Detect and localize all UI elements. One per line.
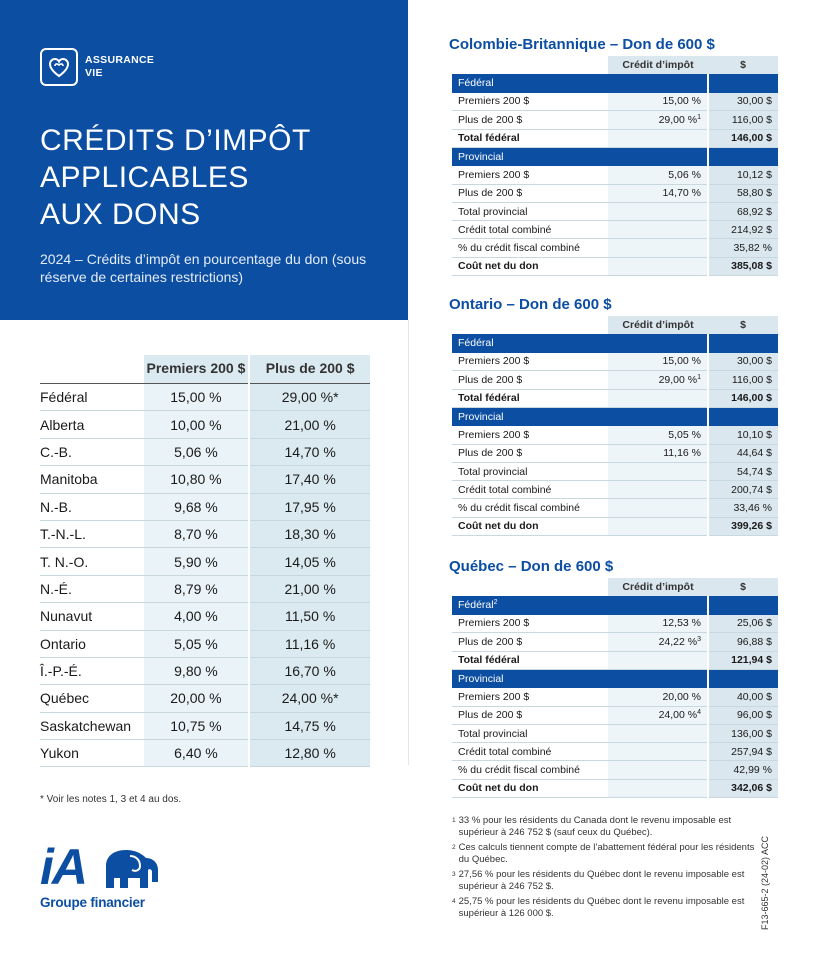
row-label: Fédéral: [452, 334, 608, 352]
row-label: Total fédéral: [452, 389, 608, 407]
row-label: Plus de 200 $: [452, 184, 608, 202]
row-label: Coût net du don: [452, 257, 608, 275]
rate-first: 5,05 %: [144, 630, 250, 657]
rate-over: 12,80 %: [249, 740, 370, 767]
row-label: Coût net du don: [452, 779, 608, 797]
row-label: Total fédéral: [452, 651, 608, 669]
table-row: [40, 603, 370, 630]
prov: Saskatchewan: [40, 712, 144, 739]
dollar-amount: 10,10 $: [708, 426, 778, 444]
table-row: [452, 743, 778, 761]
section-band: [452, 669, 778, 687]
row-label: Plus de 200 $: [452, 444, 608, 462]
table-row: [452, 353, 778, 371]
section-band: [452, 596, 778, 614]
table-header: [452, 56, 778, 74]
rate-first: 10,80 %: [144, 466, 250, 493]
credit-rate: [608, 202, 708, 220]
credit-rate: [608, 743, 708, 761]
dollar-amount: 54,74 $: [708, 462, 778, 480]
credit-rate: [608, 481, 708, 499]
prov: T. N.-O.: [40, 548, 144, 575]
credit-rate: [608, 221, 708, 239]
dollar-amount: 42,99 %: [708, 761, 778, 779]
dollar-amount: 200,74 $: [708, 481, 778, 499]
credit-rate: [608, 462, 708, 480]
elephant-icon: [100, 848, 160, 890]
section-title-bc: Colombie-Britannique – Don de 600 $: [449, 36, 715, 53]
credit-rate: [608, 517, 708, 535]
credit-rate: 5,05 %: [608, 426, 708, 444]
table-header: [452, 578, 778, 596]
table-row: [452, 688, 778, 706]
credit-rate: [608, 407, 708, 425]
row-label: Total fédéral: [452, 129, 608, 147]
row-label: Crédit total combiné: [452, 743, 608, 761]
rate-first: 15,00 %: [144, 384, 250, 411]
dollar-amount: [708, 596, 778, 614]
table-row: [40, 712, 370, 739]
prov: N.-É.: [40, 575, 144, 602]
row-label: Plus de 200 $: [452, 706, 608, 724]
table-row: [452, 202, 778, 220]
col-header-credit: Crédit d’impôt: [608, 316, 708, 334]
table-row: [452, 389, 778, 407]
col-header-credit: Crédit d’impôt: [608, 56, 708, 74]
dollar-amount: 146,00 $: [708, 129, 778, 147]
rate-over: 17,40 %: [249, 466, 370, 493]
table-row: [452, 166, 778, 184]
dollar-amount: 342,06 $: [708, 779, 778, 797]
gift-table-ontario: [452, 316, 778, 536]
col-header-over: Plus de 200 $: [249, 355, 370, 384]
credit-rate: [608, 779, 708, 797]
row-label: Premiers 200 $: [452, 166, 608, 184]
row-label: Provincial: [452, 407, 608, 425]
prov: Nunavut: [40, 603, 144, 630]
table-row: [40, 466, 370, 493]
dollar-amount: 96,88 $: [708, 633, 778, 651]
table-row: [40, 630, 370, 657]
dollar-amount: 10,12 $: [708, 166, 778, 184]
prov: Québec: [40, 685, 144, 712]
rate-over: 21,00 %: [249, 411, 370, 438]
dollar-amount: [708, 334, 778, 352]
col-header-dollar: $: [708, 56, 778, 74]
dollar-amount: [708, 407, 778, 425]
rate-first: 4,00 %: [144, 603, 250, 630]
table-row: [40, 575, 370, 602]
row-label: Plus de 200 $: [452, 371, 608, 389]
row-label: % du crédit fiscal combiné: [452, 499, 608, 517]
table-row: [452, 615, 778, 633]
table-row: [452, 724, 778, 742]
table-row: [452, 517, 778, 535]
row-label: Plus de 200 $: [452, 633, 608, 651]
rate-over: 21,00 %: [249, 575, 370, 602]
row-label: Crédit total combiné: [452, 481, 608, 499]
dollar-amount: 35,82 %: [708, 239, 778, 257]
dollar-amount: 44,64 $: [708, 444, 778, 462]
section-band: [452, 74, 778, 92]
table-row: [452, 462, 778, 480]
table-row: [452, 444, 778, 462]
footnote-ref: 3: [697, 636, 701, 644]
heart-logo-icon: [40, 48, 78, 86]
section-band: [452, 147, 778, 165]
footnote-ref: 2: [493, 599, 498, 607]
row-label: Plus de 200 $: [452, 111, 608, 129]
rate-over: 11,50 %: [249, 603, 370, 630]
row-label: Total provincial: [452, 462, 608, 480]
rate-over: 11,16 %: [249, 630, 370, 657]
prov: Manitoba: [40, 466, 144, 493]
rate-over: 18,30 %: [249, 520, 370, 547]
credit-rate: 15,00 %: [608, 353, 708, 371]
credit-rate: 14,70 %: [608, 184, 708, 202]
rate-first: 9,80 %: [144, 657, 250, 684]
page-title: CRÉDITS D’IMPÔT APPLICABLES AUX DONS: [40, 124, 311, 231]
rate-first: 20,00 %: [144, 685, 250, 712]
credit-rate: [608, 74, 708, 92]
table-row: [452, 426, 778, 444]
credit-rate: 5,06 %: [608, 166, 708, 184]
prov: Yukon: [40, 740, 144, 767]
dollar-amount: [708, 669, 778, 687]
dollar-amount: 33,46 %: [708, 499, 778, 517]
table-row: [452, 221, 778, 239]
footnote-2: $^2$ Ces calculs tiennent compte de l’abattement fédéral pour les résidents du Québec.: [452, 842, 755, 865]
table-row: [452, 779, 778, 797]
dollar-amount: 257,94 $: [708, 743, 778, 761]
prov: C.-B.: [40, 438, 144, 465]
credit-rate: [608, 596, 708, 614]
footnote-ref: 1: [697, 114, 701, 122]
prov: Î.-P.-É.: [40, 657, 144, 684]
table-row: [40, 740, 370, 767]
row-label: % du crédit fiscal combiné: [452, 761, 608, 779]
rate-over: 17,95 %: [249, 493, 370, 520]
row-label: Fédéral: [452, 74, 608, 92]
credit-rate: 11,16 %: [608, 444, 708, 462]
header-panel: [0, 0, 408, 320]
rate-first: 8,70 %: [144, 520, 250, 547]
prov: Ontario: [40, 630, 144, 657]
table-row: [40, 657, 370, 684]
row-label: Fédéral$^2$: [452, 596, 608, 614]
dollar-amount: 385,08 $: [708, 257, 778, 275]
credit-rate: 24,00 %$^4$: [608, 706, 708, 724]
company-name: Groupe financier: [40, 895, 145, 910]
rate-first: 5,90 %: [144, 548, 250, 575]
footnote-ref: 1: [697, 374, 701, 382]
table-row: [40, 493, 370, 520]
rate-over: 14,05 %: [249, 548, 370, 575]
row-label: Provincial: [452, 669, 608, 687]
credit-rate: [608, 761, 708, 779]
rate-first: 9,68 %: [144, 493, 250, 520]
table-row: [452, 239, 778, 257]
credit-rate: 24,22 %$^3$: [608, 633, 708, 651]
col-header-credit: Crédit d’impôt: [608, 578, 708, 596]
table-row: [452, 129, 778, 147]
table-row: [40, 384, 370, 411]
prov: T.-N.-L.: [40, 520, 144, 547]
rate-first: 10,00 %: [144, 411, 250, 438]
section-band: [452, 407, 778, 425]
section-title-quebec: Québec – Don de 600 $: [449, 558, 614, 575]
credit-rate: 20,00 %: [608, 688, 708, 706]
credit-rate: [608, 669, 708, 687]
dollar-amount: 40,00 $: [708, 688, 778, 706]
section-band: [452, 334, 778, 352]
rate-over: 29,00 %*: [249, 384, 370, 411]
credit-rate: 15,00 %: [608, 93, 708, 111]
prov: Fédéral: [40, 384, 144, 411]
gift-table-bc: [452, 56, 778, 276]
dollar-amount: 116,00 $: [708, 371, 778, 389]
table-row: [452, 184, 778, 202]
gift-table-quebec: [452, 578, 778, 798]
table-row: [452, 111, 778, 129]
column-divider: [408, 320, 409, 765]
dollar-amount: 121,94 $: [708, 651, 778, 669]
row-label: Coût net du don: [452, 517, 608, 535]
row-label: Premiers 200 $: [452, 426, 608, 444]
dollar-amount: 96,00 $: [708, 706, 778, 724]
credit-rate: 12,53 %: [608, 615, 708, 633]
table-row: [452, 633, 778, 651]
table-row: [452, 706, 778, 724]
form-code: F13-665-2 (24-02) ACC: [760, 835, 770, 930]
row-label: Premiers 200 $: [452, 615, 608, 633]
dollar-amount: 399,26 $: [708, 517, 778, 535]
row-label: Premiers 200 $: [452, 688, 608, 706]
rate-over: 24,00 %*: [249, 685, 370, 712]
table-row: [40, 548, 370, 575]
dollar-amount: 30,00 $: [708, 353, 778, 371]
col-header-first: Premiers 200 $: [144, 355, 250, 384]
table-row: [40, 685, 370, 712]
table-row: [452, 481, 778, 499]
dollar-amount: [708, 147, 778, 165]
dollar-amount: 214,92 $: [708, 221, 778, 239]
dollar-amount: 116,00 $: [708, 111, 778, 129]
brand-label: ASSURANCE VIE: [85, 54, 155, 79]
table-row: [452, 651, 778, 669]
rate-first: 6,40 %: [144, 740, 250, 767]
rate-first: 5,06 %: [144, 438, 250, 465]
dollar-amount: 68,92 $: [708, 202, 778, 220]
row-label: Premiers 200 $: [452, 353, 608, 371]
rates-table: [40, 355, 370, 767]
row-label: Premiers 200 $: [452, 93, 608, 111]
prov: N.-B.: [40, 493, 144, 520]
row-label: Total provincial: [452, 724, 608, 742]
table-header: [452, 316, 778, 334]
table-row: [452, 761, 778, 779]
dollar-amount: 25,06 $: [708, 615, 778, 633]
credit-rate: [608, 239, 708, 257]
table-row: [452, 257, 778, 275]
footnote-3: $^3$ 27,56 % pour les résidents du Québec dont le revenu imposable est supérieur à 246 752 $.: [452, 869, 745, 892]
table-row: [452, 499, 778, 517]
table-row: [452, 371, 778, 389]
footnote-1: $^1$ 33 % pour les résidents du Canada dont le revenu imposable est supérieur à 246 752 $ (sauf ceux du Québec).: [452, 815, 732, 838]
dollar-amount: 136,00 $: [708, 724, 778, 742]
dollar-amount: 146,00 $: [708, 389, 778, 407]
footnote-ref: 4: [697, 709, 701, 717]
credit-rate: [608, 129, 708, 147]
dollar-amount: [708, 74, 778, 92]
table-row: [40, 438, 370, 465]
table-row: [40, 411, 370, 438]
rate-over: 16,70 %: [249, 657, 370, 684]
col-header-dollar: $: [708, 316, 778, 334]
credit-rate: [608, 334, 708, 352]
credit-rate: [608, 147, 708, 165]
table-row: [40, 520, 370, 547]
credit-rate: 29,00 %$^1$: [608, 111, 708, 129]
row-label: Crédit total combiné: [452, 221, 608, 239]
credit-rate: [608, 651, 708, 669]
row-label: % du crédit fiscal combiné: [452, 239, 608, 257]
prov: Alberta: [40, 411, 144, 438]
credit-rate: [608, 389, 708, 407]
dollar-amount: 58,80 $: [708, 184, 778, 202]
row-label: Total provincial: [452, 202, 608, 220]
table-row: [452, 93, 778, 111]
footnote-4: $^4$ 25,75 % pour les résidents du Québec dont le revenu imposable est supérieur à 126 000 $.: [452, 896, 745, 919]
row-label: Provincial: [452, 147, 608, 165]
credit-rate: [608, 257, 708, 275]
rate-first: 8,79 %: [144, 575, 250, 602]
credit-rate: [608, 499, 708, 517]
dollar-amount: 30,00 $: [708, 93, 778, 111]
page-subtitle: 2024 – Crédits d’impôt en pourcentage du don (sous réserve de certaines restrictions): [40, 251, 367, 285]
credit-rate: 29,00 %$^1$: [608, 371, 708, 389]
col-header-dollar: $: [708, 578, 778, 596]
rate-first: 10,75 %: [144, 712, 250, 739]
credit-rate: [608, 724, 708, 742]
section-title-ontario: Ontario – Don de 600 $: [449, 296, 612, 313]
rate-over: 14,75 %: [249, 712, 370, 739]
rate-over: 14,70 %: [249, 438, 370, 465]
ia-logo: iA: [40, 844, 86, 890]
rates-note: * Voir les notes 1, 3 et 4 au dos.: [40, 794, 182, 805]
